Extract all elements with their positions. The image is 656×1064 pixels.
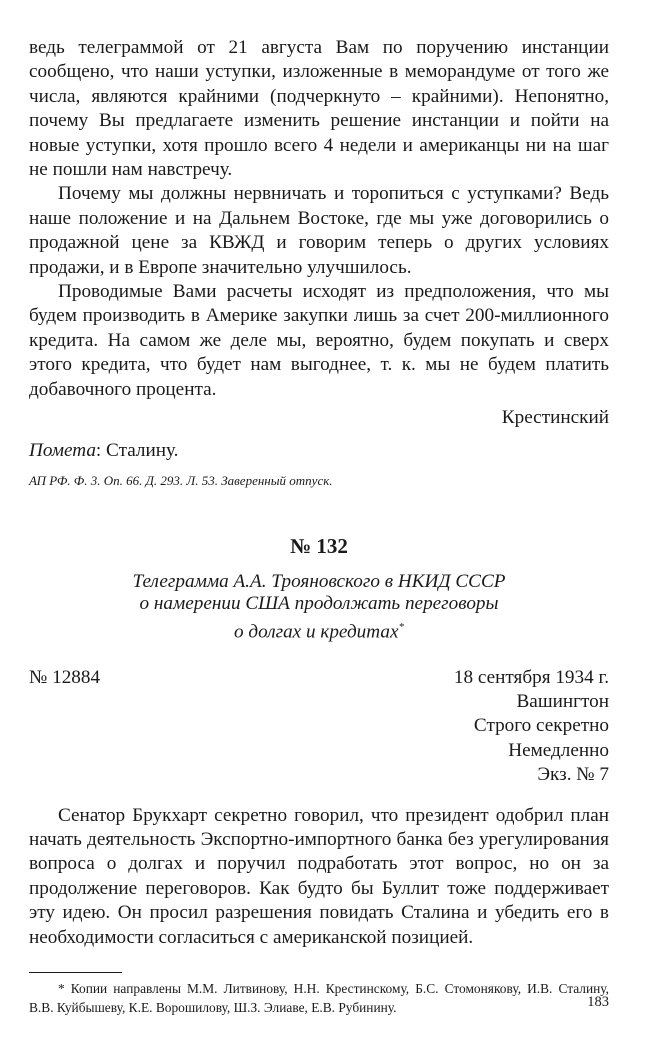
archive-reference: АП РФ. Ф. 3. Оп. 66. Д. 293. Л. 53. Заверенный отпуск. [29, 472, 333, 488]
telegram-header [29, 666, 609, 788]
telegram-place: Вашингтон [516, 690, 609, 712]
footnote-divider [29, 972, 122, 973]
document-title-line-2: о намерении США продолжать переговоры [139, 593, 499, 615]
document-title-line-3 [29, 616, 609, 644]
remark-label: Помета [29, 439, 96, 461]
document-title-line-3-text: о долгах и кредитах [234, 621, 399, 643]
page-content [29, 36, 609, 1018]
secrecy-mark: Строго секретно [473, 715, 609, 737]
telegram-number: № 12884 [29, 666, 101, 688]
continuation-paragraph-3: Проводимые Вами расчеты исходят из предположения, что мы будем производить в Америке закупки лишь за счет 200-миллионного кредита. На самом же деле мы, вероятно, будем покупать и сверх этого кредита, что будет нам выгоднее, т. к. мы не будем платить добавочного процента. [29, 281, 609, 400]
urgency-mark: Немедленно [508, 739, 609, 761]
footnote-text: * Копии направлены М.М. Литвинову, Н.Н. Крестинскому, Б.С. Стомонякову, И.В. Сталину, В.В. Куйбышеву, К.Е. Ворошилову, Ш.З. Элиаве, Е.В. Рубинину. [29, 980, 609, 1016]
remark [29, 439, 609, 463]
signature: Крестинский [501, 407, 609, 429]
document-title-line-1: Телеграмма А.А. Трояновского в НКИД СССР [132, 570, 506, 592]
copy-number: Экз. № 7 [537, 764, 609, 786]
remark-text: : Сталину. [95, 439, 179, 461]
continuation-paragraph-1: ведь телеграммой от 21 августа Вам по поручению инстанции сообщено, что наши уступки, изложенные в меморандуме от того же числа, являются крайними (подчеркнуто – крайними). Непонятно, почему Вы предлагаете изменить решение инстанции и пойти на новые уступки, хотя прошло всего 4 недели и американцы ни на шаг не пошли нам навстречу. [29, 37, 609, 181]
telegram-date: 18 сентября 1934 г. [453, 666, 609, 688]
telegram-body: Сенатор Брукхарт секретно говорил, что президент одобрил план начать деятельность Экспортно-импортного банка без урегулирования вопроса о долгах и поручил подработать этот вопрос, но он за продолжение переговоров. Как будто бы Буллит тоже поддерживает эту идею. Он просил разрешения повидать Сталина и убедить его в необходимости согласиться с американской позицией. [29, 804, 609, 948]
footnote-marker: * [398, 620, 404, 633]
document-title [29, 571, 609, 644]
document-number: № 132 [290, 533, 348, 558]
page-number: 183 [587, 994, 609, 1010]
telegram-number-date-row [29, 666, 609, 690]
continuation-paragraph-2: Почему мы должны нервничать и торопиться с уступками? Ведь наше положение и на Дальнем Востоке, где мы уже договорились о продажной цене за КВЖД и говорим теперь о других условиях продажи, и в Европе значительно улучшилось. [29, 183, 609, 278]
